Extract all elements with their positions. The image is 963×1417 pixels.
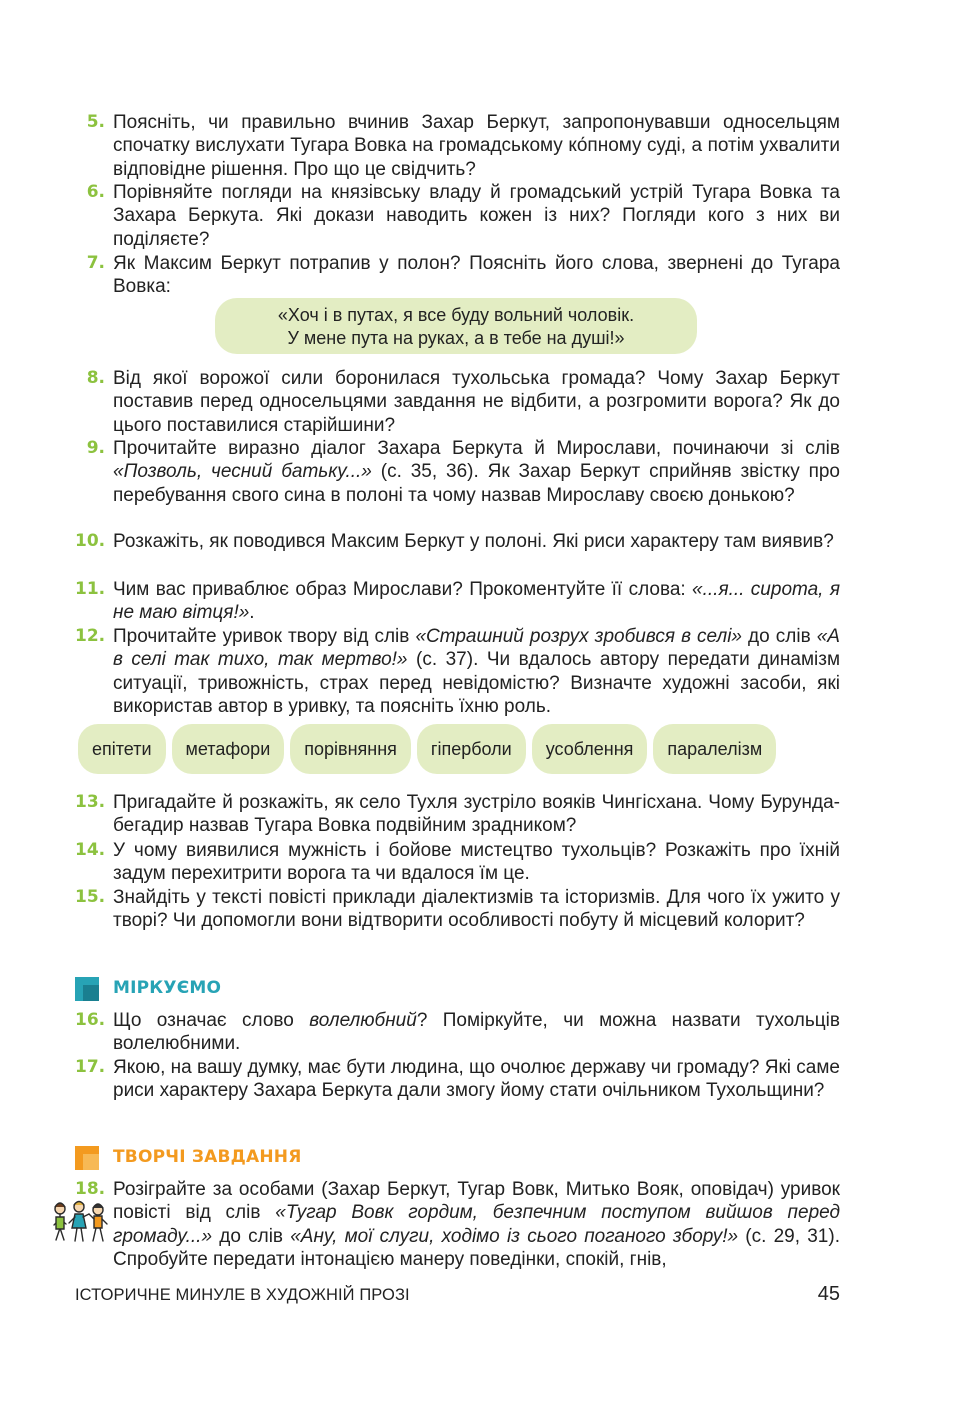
question-18	[75, 1178, 840, 1272]
text-part: (с. 29, 31). Спробуйте передати інтонацією манеру поведінки, спокій, гнів,	[113, 1225, 840, 1271]
quote-line: У мене пута на руках, а в тебе на душі!»	[287, 328, 625, 348]
citation: «Позволь, чесний батьку...»	[113, 461, 372, 483]
tag-personification: усоблення	[532, 724, 648, 774]
term: волелюбний	[309, 1010, 417, 1031]
question-number: 12.	[75, 626, 106, 646]
question-number: 6.	[86, 182, 105, 202]
question-text: Як Максим Беркут потрапив у полон? Поясніть його слова, звернені до Тугара Вовка:	[113, 253, 840, 298]
question-number: 15.	[75, 887, 106, 907]
role-play-kids-icon	[48, 1197, 110, 1253]
question-11	[75, 578, 840, 625]
question-8	[75, 367, 840, 437]
text-part: Прочитайте уривок твору від слів	[113, 626, 416, 647]
question-text: У чому виявилися мужність і бойове мистецтво тухольців? Розкажіть про їхній задум перехитрити ворога та чи вдалося їм це.	[113, 840, 840, 885]
section-creative-header	[75, 1144, 301, 1172]
text-part: Що означає слово	[113, 1010, 310, 1031]
question-number: 16.	[75, 1010, 106, 1030]
text-part: Розіграйте за особами (Захар Беркут, Тугар Вовк, Митько Вояк, оповідач) уривок повісті від слів	[113, 1179, 840, 1224]
question-text: Знайдіть у тексті повісті приклади діалектизмів та історизмів. Для чого їх ужито у творі? Чи допомогли вони відтворити особливості побуту й місцевий колорит?	[113, 887, 840, 932]
question-12	[75, 625, 840, 719]
square-marker-icon	[75, 1146, 99, 1170]
section-reflect-header	[75, 975, 221, 1003]
question-text	[113, 578, 840, 625]
question-number: 17.	[75, 1057, 106, 1077]
question-number: 13.	[75, 792, 106, 812]
citation: «...я... сирота, я не маю вітця!»	[113, 579, 840, 624]
citation: «Тугар Вовк гордим, безпечним поступом вийшов перед громаду...»	[113, 1202, 841, 1247]
question-text	[113, 437, 840, 507]
question-10	[75, 530, 840, 553]
text-part: ? Поміркуйте, чи можна назвати тухольців волелюбними.	[113, 1010, 840, 1055]
question-text: Розкажіть, як поводився Максим Беркут у полоні. Які риси характеру там виявив?	[113, 531, 834, 552]
question-5	[75, 111, 840, 181]
literary-devices-list	[78, 724, 776, 774]
chapter-footer: ІСТОРИЧНЕ МИНУЛЕ В ХУДОЖНІЙ ПРОЗІ	[75, 1286, 410, 1304]
question-text: Від якої ворожої сили боронилася тухольська громада? Чому Захар Беркут поставив перед односельцями завдання не відбити, а розгромити ворога? Як до цього поставилися старійшини?	[113, 368, 840, 436]
text-part: до слів	[741, 626, 817, 647]
question-text: Порівняйте погляди на князівську владу й громадський устрій Тугара Вовка та Захара Беркута. Які докази наводить кожен із них? Погляди кого з них ви поділяєте?	[113, 182, 840, 250]
quote-line: «Хоч і в путах, я все буду вольний чоловік.	[277, 305, 635, 325]
question-15	[75, 886, 840, 933]
citation: «Страшний розрух зробився в селі»	[415, 626, 742, 647]
question-7	[75, 252, 840, 299]
question-number: 10.	[75, 531, 106, 551]
question-number: 5.	[86, 112, 105, 132]
question-text: Пригадайте й розкажіть, як село Тухля зустріло вояків Чингісхана. Чому Бурунда-бегадир назвав Тугара Вовка подвійним зрадником?	[113, 792, 840, 837]
question-text	[113, 1178, 840, 1272]
text-part: до слів	[212, 1225, 291, 1247]
question-17	[75, 1056, 840, 1103]
square-marker-icon	[75, 977, 99, 1001]
question-number: 7.	[86, 253, 105, 273]
question-14	[75, 839, 840, 886]
citation: «Ану, мої слуги, ходімо із сього поганого збору!»	[290, 1225, 739, 1247]
tag-metaphors: метафори	[172, 724, 285, 774]
question-number: 8.	[86, 368, 105, 388]
section-title: ТВОРЧІ ЗАВДАННЯ	[113, 1147, 302, 1168]
question-number: 14.	[75, 840, 106, 860]
tag-comparisons: порівняння	[290, 724, 411, 774]
question-text	[113, 1009, 840, 1056]
question-number: 18.	[75, 1179, 106, 1199]
section-title: МІРКУЄМО	[113, 978, 222, 999]
quote-box	[215, 298, 697, 354]
question-number: 11.	[75, 579, 106, 599]
question-number: 9.	[86, 438, 105, 458]
text-part: Прочитайте виразно діалог Захара Беркута й Мирослави, починаючи зі слів	[113, 438, 840, 459]
question-6	[75, 181, 840, 251]
text-part: .	[249, 602, 255, 624]
question-13	[75, 791, 840, 838]
text-part: Чим вас приваблює образ Мирослави? Прокоментуйте її слова:	[113, 579, 693, 600]
question-text: Якою, на вашу думку, має бути людина, що очолює державу чи громаду? Які саме риси характеру Захара Беркута дали змогу йому стати очільником Тухольщини?	[113, 1057, 840, 1102]
tag-hyperboles: гіперболи	[417, 724, 526, 774]
question-9	[75, 437, 840, 507]
text-part: (с. 37). Чи вдалось автору передати динамізм ситуації, тривожність, страх перед невідомістю? Визначте художні засоби, які використав автор в уривку, та поясніть їхню роль.	[113, 649, 841, 718]
citation: «А в селі так тихо, так мертво!»	[113, 626, 840, 671]
question-16	[75, 1009, 840, 1056]
tag-parallelism: паралелізм	[653, 724, 776, 774]
question-text: Поясніть, чи правильно вчинив Захар Беркут, запропонувавши односельцям спочатку вислухати Тугара Вовка на громадському ко́пному суді, а потім ухвалити відповідне рішення. Про що це свідчить?	[113, 112, 840, 180]
tag-epithets: епітети	[78, 724, 166, 774]
text-part: (с. 35, 36). Як Захар Беркут сприйняв звістку про перебування свого сина в полоні та чому назвав Мирославу своєю донькою?	[113, 461, 840, 506]
page-number: 45	[817, 1283, 840, 1305]
question-text	[113, 625, 840, 719]
